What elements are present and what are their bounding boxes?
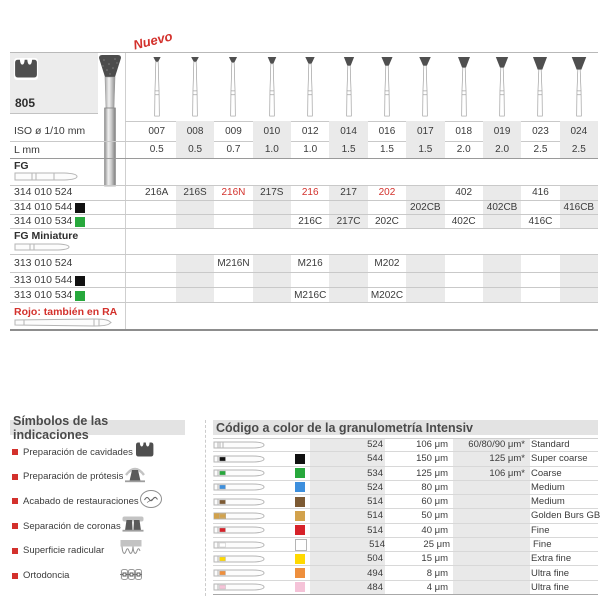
- bur-icon-cell: [406, 56, 444, 118]
- grit-color-square: [295, 525, 305, 535]
- iso-value-cell: 008: [176, 121, 214, 141]
- bur-code-cell: [368, 201, 406, 214]
- granulometry-row: [213, 452, 598, 466]
- grit-square: [75, 203, 85, 213]
- bur-code-cell: 216A: [145, 186, 169, 198]
- prosthesis-prep-icon: [123, 464, 147, 489]
- grit-name: Golden Burs GB: [531, 510, 600, 522]
- code-cells: [138, 288, 599, 302]
- bur-code-cell: [521, 201, 559, 214]
- bur-code-cell: [560, 254, 598, 272]
- bur-code-cell: [483, 254, 521, 272]
- bur-code-cell: [560, 215, 598, 228]
- iso-value-cell: 023: [532, 125, 549, 137]
- iso-value-cell: 016: [378, 125, 396, 137]
- grit-size: 15 μm: [421, 553, 448, 565]
- indication-bullet: [12, 449, 18, 455]
- bur-code-cell: [214, 288, 252, 302]
- grit-name: Extra fine: [531, 553, 572, 565]
- bur-icon: [570, 56, 588, 118]
- grit-size: 106 μm: [416, 439, 448, 451]
- grit-shank-icon: [213, 511, 267, 521]
- grit-shank-icon: [213, 525, 265, 535]
- bur-code-cell: 217: [329, 185, 367, 200]
- bur-code-cell: [291, 201, 329, 214]
- fg-band-border: [10, 185, 598, 186]
- iso-value-cell: 018: [455, 125, 473, 137]
- granulometry-section: [213, 420, 598, 597]
- prosthesis-prep-icon: [123, 464, 147, 484]
- crown-separation-icon: [121, 514, 145, 539]
- grit-color-square: [295, 454, 305, 464]
- grit-code: 534: [367, 467, 383, 479]
- iso-value-cell: 007: [148, 125, 166, 137]
- bur-icon-cell: [138, 56, 176, 118]
- grit-size: 60 μm: [421, 496, 448, 508]
- grit-extra-size: 60/80/90 μm*: [468, 439, 525, 451]
- code-row: [10, 288, 598, 303]
- crown-separation-icon: [121, 514, 145, 534]
- bur-code-cell: [445, 288, 483, 302]
- indication-item: [12, 565, 143, 587]
- bur-icon-cell: [329, 56, 367, 118]
- l-value-cell: 0.5: [149, 144, 164, 155]
- code-cells: [138, 254, 599, 272]
- indication-label: Preparación de prótesis: [23, 471, 124, 483]
- bur-icon: [378, 56, 396, 118]
- grit-shank-icon: [213, 440, 267, 450]
- bur-code-cell: [329, 288, 367, 302]
- l-value-cell: 2.0: [483, 141, 521, 158]
- bur-code-cell: M216N: [217, 257, 250, 269]
- indication-label: Ortodoncia: [23, 570, 70, 581]
- bur-code-cell: [291, 273, 329, 287]
- root-surface-icon: [119, 538, 143, 558]
- grit-size: 4 μm: [426, 581, 448, 593]
- iso-value-cell: 024: [560, 121, 598, 141]
- bur-code-cell: [445, 254, 483, 272]
- product-code: 314 010 544: [14, 201, 73, 213]
- bur-code-cell: 217C: [329, 215, 367, 228]
- grit-name: Medium: [531, 496, 565, 508]
- bur-code-cell: [214, 201, 252, 214]
- grit-color-square: [295, 440, 305, 450]
- indication-bullet: [12, 523, 18, 529]
- bur-code-cell: [138, 201, 176, 214]
- bur-code-cell: [138, 288, 176, 302]
- grit-extra-size: 125 μm*: [489, 453, 525, 465]
- l-value-cell: 0.5: [176, 141, 214, 158]
- bur-icon: [340, 56, 358, 118]
- grit-color-square: [295, 582, 305, 592]
- bur-code-cell: [483, 288, 521, 302]
- bur-code-cell: [483, 215, 521, 228]
- code-cells: [138, 273, 599, 287]
- grit-size: 25 μm: [423, 539, 450, 550]
- grit-shank-icon: [213, 540, 265, 550]
- grit-shank-icon: [213, 440, 265, 450]
- l-row: [138, 141, 599, 158]
- bur-code-cell: 216: [301, 186, 319, 198]
- indication-bullet: [12, 573, 18, 579]
- fg-section-label: FG: [14, 160, 29, 172]
- bur-code-cell: 402CB: [483, 201, 521, 214]
- bur-code-cell: [253, 215, 291, 228]
- l-value-cell: 2.5: [533, 144, 548, 155]
- granulometry-row: [213, 438, 598, 452]
- bur-code-cell: [329, 254, 367, 272]
- grit-shank-icon: [213, 482, 267, 492]
- grit-code: 484: [367, 581, 383, 593]
- grit-square: [75, 291, 85, 301]
- bur-icon: [263, 56, 281, 118]
- bur-code-cell: 217S: [253, 185, 291, 200]
- grit-color-square: [295, 554, 305, 564]
- indication-item: [12, 466, 143, 488]
- grit-shank-icon: [213, 482, 265, 492]
- bur-code-cell: 216S: [176, 185, 214, 200]
- product-code: 313 010 534: [14, 289, 73, 301]
- grit-shank-icon: [213, 540, 267, 550]
- grit-shank-icon: [213, 554, 267, 564]
- bur-code-cell: [253, 201, 291, 214]
- bur-code-cell: [560, 288, 598, 302]
- bur-code-cell: [406, 273, 444, 287]
- mini-band-border: [10, 254, 598, 255]
- grit-code: 514: [367, 510, 383, 522]
- bur-icon-cell: [483, 56, 521, 118]
- grit-extra-size: 106 μm*: [489, 467, 525, 479]
- iso-value-cell: 009: [225, 125, 242, 137]
- bur-photo: [94, 54, 126, 187]
- bur-code-cell: [329, 273, 367, 287]
- bur-code-cell: [253, 273, 291, 287]
- bur-code-cell: 216N: [221, 186, 246, 198]
- code-cells: [138, 185, 599, 200]
- bur-icon-cell: [560, 56, 598, 118]
- grit-color-square: [295, 497, 305, 507]
- l-value-cell: 2.0: [456, 144, 471, 155]
- indication-label: Superficie radicular: [23, 545, 105, 557]
- iso-value-cell: 010: [253, 121, 291, 141]
- cavity-prep-icon: [14, 58, 38, 80]
- l-value-cell: 1.5: [379, 144, 394, 155]
- grit-shank-icon: [213, 582, 265, 592]
- iso-value-cell: 014: [329, 121, 367, 141]
- granulometry-row: [213, 538, 598, 552]
- iso-value-cell: 019: [483, 121, 521, 141]
- grit-code: 514: [367, 496, 383, 508]
- bur-icon: [186, 56, 204, 118]
- code-row: [10, 201, 598, 215]
- figure-header-cell: [10, 53, 98, 114]
- grit-code: 544: [367, 453, 383, 465]
- bur-code-cell: M202: [374, 257, 400, 269]
- bur-code-cell: M216: [297, 257, 323, 269]
- grit-shank-icon: [213, 568, 265, 578]
- grit-name: Medium: [531, 481, 565, 493]
- bur-code-cell: [406, 215, 444, 228]
- bur-icon-cell: [214, 56, 252, 118]
- bur-code-cell: [483, 273, 521, 287]
- orthodontics-icon: [119, 563, 143, 583]
- code-cells: [138, 215, 599, 228]
- bur-code-cell: [138, 254, 176, 272]
- bur-code-cell: [521, 254, 559, 272]
- granulometry-row: [213, 467, 598, 481]
- ra-shank-icon: [14, 317, 112, 328]
- product-code: 314 010 534: [14, 215, 73, 227]
- grit-code: 524: [367, 481, 383, 493]
- bur-icon-cell: [253, 56, 291, 118]
- bur-code-cell: [406, 288, 444, 302]
- restoration-finishing-icon: [139, 489, 163, 509]
- iso-row: [138, 121, 599, 141]
- indication-item: [12, 490, 143, 512]
- granulometry-row: [213, 509, 598, 523]
- section-divider: [205, 420, 206, 596]
- product-code: 313 010 544: [14, 274, 73, 286]
- grit-color-square: [295, 568, 305, 578]
- bur-icon: [455, 56, 473, 118]
- indication-label: Separación de coronas: [23, 520, 121, 532]
- iso-value-cell: 012: [301, 125, 319, 137]
- fg-miniature-section-label: FG Miniature: [14, 230, 79, 242]
- bur-icon: [148, 56, 166, 118]
- root-surface-icon: [119, 538, 143, 563]
- bur-code-cell: [521, 273, 559, 287]
- indication-label: Preparación de cavidades: [23, 446, 133, 458]
- bur-code-cell: [329, 201, 367, 214]
- grit-shank-icon: [213, 454, 265, 464]
- grit-name: Fine: [533, 539, 552, 550]
- bur-icon-cell: [291, 56, 329, 118]
- red-ra-note: Rojo: también en RA: [14, 306, 118, 318]
- bur-icon: [301, 56, 319, 118]
- indication-bullet: [12, 548, 18, 554]
- indications-title-bar: [10, 413, 185, 442]
- indication-item: [12, 515, 143, 537]
- grit-shank-icon: [213, 511, 265, 521]
- iso-value-cell: 017: [406, 121, 444, 141]
- code-row: [10, 254, 598, 273]
- bur-code-cell: M216C: [294, 289, 327, 301]
- code-row: [10, 273, 598, 288]
- bur-code-cell: [214, 273, 252, 287]
- grit-name: Ultra fine: [531, 581, 570, 593]
- bur-code-cell: [445, 273, 483, 287]
- fg-miniature-shank-icon: [14, 242, 70, 252]
- l-row-label: L mm: [14, 143, 40, 156]
- l-value-cell: 2.5: [560, 141, 598, 158]
- indication-item: [12, 540, 143, 562]
- indication-label: Acabado de restauraciones: [23, 495, 139, 507]
- bur-code-cell: 202CB: [406, 201, 444, 214]
- granulometry-title: Código a color de la granulometría Intensiv: [216, 420, 473, 435]
- bur-code-cell: 416C: [528, 215, 553, 227]
- bur-code-cell: [214, 215, 252, 228]
- bur-code-cell: [253, 254, 291, 272]
- orthodontics-icon: [119, 563, 143, 588]
- grit-name: Fine: [531, 524, 550, 536]
- grit-code: 514: [369, 539, 385, 550]
- grit-code: 524: [367, 439, 383, 451]
- cavity-prep-symbol-box: [14, 58, 38, 80]
- code-row: [10, 185, 598, 201]
- product-code: 313 010 524: [14, 257, 73, 269]
- grit-square: [75, 276, 85, 286]
- granulometry-row: [213, 566, 598, 580]
- grit-size: 125 μm: [416, 467, 448, 479]
- bur-code-cell: [176, 288, 214, 302]
- bur-code-cell: [521, 288, 559, 302]
- bur-code-cell: [176, 254, 214, 272]
- bur-code-cell: [560, 273, 598, 287]
- grit-shank-icon: [213, 468, 265, 478]
- bur-icon: [416, 56, 434, 118]
- bur-icon: [493, 56, 511, 118]
- indication-bullet: [12, 498, 18, 504]
- granulometry-row: [213, 495, 598, 509]
- grit-code: 504: [367, 553, 383, 565]
- granulometry-row: [213, 524, 598, 538]
- grit-color-square: [295, 511, 305, 521]
- bur-code-cell: [406, 185, 444, 200]
- product-code: 314 010 524: [14, 186, 73, 199]
- cavity-prep-icon: [133, 440, 157, 465]
- grit-code: 494: [367, 567, 383, 579]
- bur-icon-cell: [521, 56, 559, 118]
- indication-bullet: [12, 474, 18, 480]
- l-value-cell: 0.7: [226, 144, 241, 155]
- bur-code-cell: 216C: [298, 215, 323, 227]
- bur-code-cell: [253, 288, 291, 302]
- granulometry-row: [213, 481, 598, 495]
- granulometry-row: [213, 552, 598, 566]
- bur-icon: [224, 56, 242, 118]
- grit-color-square: [295, 482, 305, 492]
- bur-size-table: [10, 52, 598, 331]
- bur-code-cell: [445, 201, 483, 214]
- bur-icon-cell: [445, 56, 483, 118]
- bur-code-cell: [483, 185, 521, 200]
- granulometry-title-bar: [213, 420, 598, 435]
- grit-code: 514: [367, 524, 383, 536]
- bur-code-cell: [138, 273, 176, 287]
- grit-shank-icon: [213, 525, 267, 535]
- restoration-finishing-icon: [139, 489, 163, 514]
- bur-code-cell: 202C: [374, 215, 399, 227]
- bur-icon-cell: [176, 56, 214, 118]
- grit-shank-icon: [213, 554, 265, 564]
- figure-number: 805: [15, 96, 36, 110]
- bur-code-cell: 402: [455, 186, 473, 198]
- nuevo-label: Nuevo: [131, 28, 174, 53]
- grit-color-square: [295, 539, 307, 551]
- grit-shank-icon: [213, 497, 267, 507]
- grit-shank-icon: [213, 454, 267, 464]
- grit-size: 50 μm: [421, 510, 448, 522]
- grit-name: Standard: [531, 439, 570, 451]
- bur-code-cell: [176, 201, 214, 214]
- grit-size: 8 μm: [426, 567, 448, 579]
- bur-code-cell: 416: [532, 186, 549, 198]
- l-value-cell: 1.0: [253, 141, 291, 158]
- grit-shank-icon: [213, 468, 267, 478]
- bur-code-cell: 202: [378, 186, 396, 198]
- bur-icons-row: [138, 56, 599, 118]
- bur-code-cell: [406, 254, 444, 272]
- bur-code-cell: [176, 215, 214, 228]
- bur-code-cell: [560, 185, 598, 200]
- grit-square: [75, 217, 85, 227]
- bur-code-cell: 402C: [451, 215, 476, 227]
- grit-size: 80 μm: [421, 481, 448, 493]
- cavity-prep-icon: [133, 440, 157, 460]
- grit-name: Coarse: [531, 467, 562, 479]
- indication-item: [12, 441, 143, 463]
- bur-code-cell: [368, 273, 406, 287]
- l-value-cell: 1.5: [406, 141, 444, 158]
- iso-row-label: ISO ø 1/10 mm: [14, 125, 86, 137]
- bur-code-cell: [138, 215, 176, 228]
- grit-name: Ultra fine: [531, 567, 570, 579]
- bur-code-cell: 416CB: [560, 201, 598, 214]
- code-cells: [138, 201, 599, 214]
- grit-name: Super coarse: [531, 453, 588, 465]
- l-value-cell: 1.0: [303, 144, 318, 155]
- grit-shank-icon: [213, 568, 267, 578]
- grit-size: 40 μm: [421, 524, 448, 536]
- grit-color-square: [295, 468, 305, 478]
- grit-size: 150 μm: [416, 453, 448, 465]
- l-value-cell: 1.5: [329, 141, 367, 158]
- bur-icon-cell: [368, 56, 406, 118]
- bur-icon: [531, 56, 549, 118]
- code-row: [10, 215, 598, 229]
- bur-code-cell: M202C: [370, 289, 404, 301]
- granulometry-row: [213, 581, 598, 595]
- grit-shank-icon: [213, 497, 265, 507]
- fg-shank-icon: [14, 171, 78, 182]
- grit-shank-icon: [213, 582, 267, 592]
- indications-title: Símbolos de las indicaciones: [13, 413, 109, 442]
- bur-code-cell: [176, 273, 214, 287]
